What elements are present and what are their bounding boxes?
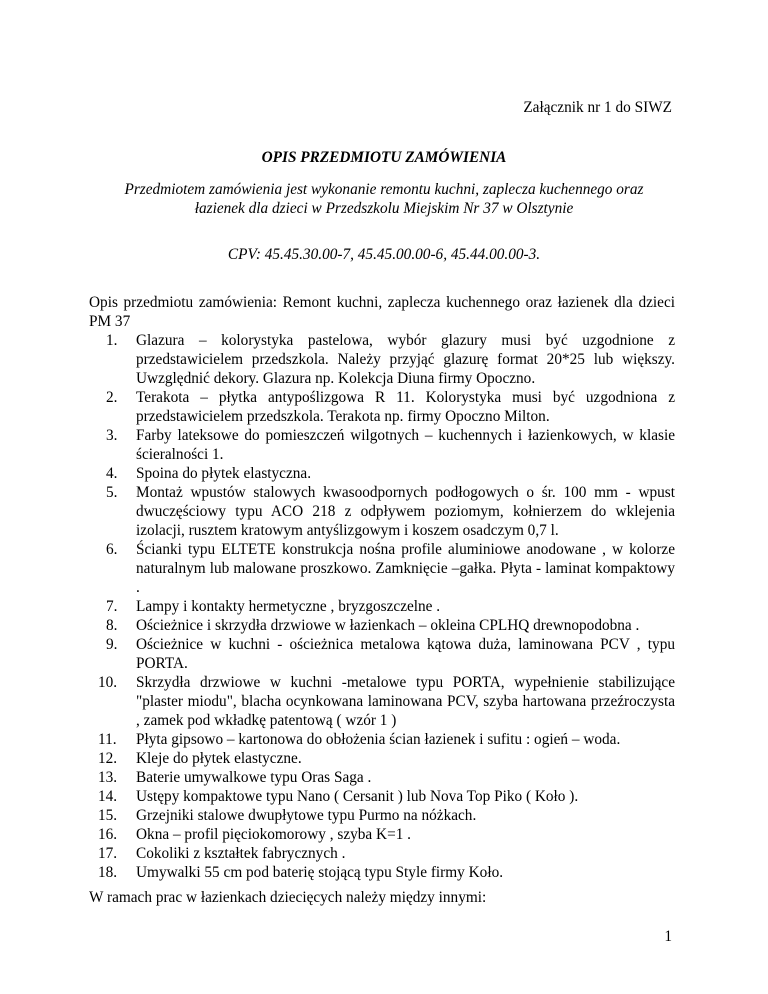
list-item <box>89 483 675 540</box>
list-item <box>89 388 675 426</box>
list-item-number: 13. <box>98 769 118 786</box>
list-item-number: 3. <box>106 427 118 444</box>
list-item-number: 9. <box>106 636 118 653</box>
list-item <box>89 806 675 825</box>
list-item <box>89 426 675 464</box>
requirements-list <box>89 331 675 882</box>
list-item-text: Grzejniki stalowe dwupłytowe typu Purmo na nóżkach. <box>136 807 477 824</box>
list-item <box>89 673 675 730</box>
list-item <box>89 464 675 483</box>
list-item-text: Umywalki 55 cm pod baterię stojącą typu Style firmy Koło. <box>136 864 504 881</box>
list-item <box>89 597 675 616</box>
page-number: 1 <box>664 928 672 945</box>
subtitle <box>0 180 768 218</box>
list-item-text: Farby lateksowe do pomieszczeń wilgotnych – kuchennych i łazienkowych, w klasie ścieralności 1. <box>136 427 675 463</box>
list-item-text: Ościeżnice i skrzydła drzwiowe w łazienkach – okleina CPLHQ drewnopodobna . <box>136 617 640 634</box>
list-item <box>89 749 675 768</box>
list-item-number: 6. <box>106 541 118 558</box>
list-item-text: Terakota – płytka antypoślizgowa R 11. Kolorystyka musi być uzgodniona z przedstawicielem przedszkola. Terakota np. firmy Opoczno Milton. <box>136 389 675 425</box>
list-item-text: Ościeżnice w kuchni - ościeżnica metalowa kątowa duża, laminowana PCV , typu PORTA. <box>136 636 675 672</box>
list-item <box>89 863 675 882</box>
document-body <box>89 293 675 882</box>
list-item-number: 10. <box>98 674 118 691</box>
list-item <box>89 616 675 635</box>
list-item-number: 1. <box>106 332 118 349</box>
list-item-number: 14. <box>98 788 118 805</box>
list-item <box>89 787 675 806</box>
list-item <box>89 635 675 673</box>
closing-paragraph: W ramach prac w łazienkach dziecięcych należy między innymi: <box>89 889 487 906</box>
list-item-text: Cokoliki z kształtek fabrycznych . <box>136 845 346 862</box>
list-item-text: Ścianki typu ELTETE konstrukcja nośna profile aluminiowe anodowane , w kolorze naturalnym lub malowane proszkowo. Zamknięcie –gałka. Płyta - laminat kompaktowy . <box>136 541 675 596</box>
list-item-text: Ustępy kompaktowe typu Nano ( Cersanit ) lub Nova Top Piko ( Koło ). <box>136 788 579 805</box>
list-item-number: 7. <box>106 598 118 615</box>
list-item-number: 16. <box>98 826 118 843</box>
list-item-number: 17. <box>98 845 118 862</box>
subtitle-line-1: Przedmiotem zamówienia jest wykonanie remontu kuchni, zaplecza kuchennego oraz <box>124 181 644 198</box>
list-item-text: Okna – profil pięciokomorowy , szyba K=1 . <box>136 826 411 843</box>
list-item-text: Skrzydła drzwiowe w kuchni -metalowe typu PORTA, wypełnienie stabilizujące "plaster miodu", blacha ocynkowana laminowana PCV, szyba hartowana przeźroczysta , zamek pod wkładkę patentową ( wzór 1 ) <box>136 674 675 729</box>
list-item <box>89 730 675 749</box>
list-item <box>89 825 675 844</box>
list-item-text: Montaż wpustów stalowych kwasoodpornych podłogowych o śr. 100 mm - wpust dwuczęściowy typu ACO 218 z odpływem poziomym, kołnierzem do wklejenia izolacji, rusztem kratowym antyślizgowym i koszem osadczym 0,7 l. <box>136 484 675 539</box>
list-item-number: 4. <box>106 465 118 482</box>
list-item-number: 11. <box>98 731 117 748</box>
list-item-number: 18. <box>98 864 118 881</box>
cpv-codes: CPV: 45.45.30.00-7, 45.45.00.00-6, 45.44.00.00-3. <box>227 246 541 263</box>
list-item-number: 8. <box>106 617 118 634</box>
intro-paragraph: Opis przedmiotu zamówienia: Remont kuchni, zaplecza kuchennego oraz łazienek dla dzieci PM 37 <box>89 294 675 330</box>
list-item-number: 12. <box>98 750 118 767</box>
list-item <box>89 540 675 597</box>
list-item-text: Kleje do płytek elastyczne. <box>136 750 302 767</box>
list-item-text: Spoina do płytek elastyczna. <box>136 465 312 482</box>
list-item-text: Glazura – kolorystyka pastelowa, wybór glazury musi być uzgodnione z przedstawicielem przedszkola. Należy przyjąć glazurę format 20*25 lub większy. Uwzględnić dekory. Glazura np. Kolekcja Diuna firmy Opoczno. <box>136 332 675 387</box>
list-item-number: 5. <box>106 484 118 501</box>
list-item-text: Lampy i kontakty hermetyczne , bryzgoszczelne . <box>136 598 441 615</box>
list-item <box>89 331 675 388</box>
list-item-text: Baterie umywalkowe typu Oras Saga . <box>136 769 372 786</box>
list-item-text: Płyta gipsowo – kartonowa do obłożenia ścian łazienek i sufitu : ogień – woda. <box>136 731 621 748</box>
list-item <box>89 844 675 863</box>
annex-label: Załącznik nr 1 do SIWZ <box>523 99 672 116</box>
list-item <box>89 768 675 787</box>
list-item-number: 15. <box>98 807 118 824</box>
list-item-number: 2. <box>106 389 118 406</box>
subtitle-line-2: łazienek dla dzieci w Przedszkolu Miejskim Nr 37 w Olsztynie <box>194 200 574 217</box>
page-title: OPIS PRZEDMIOTU ZAMÓWIENIA <box>261 149 507 166</box>
